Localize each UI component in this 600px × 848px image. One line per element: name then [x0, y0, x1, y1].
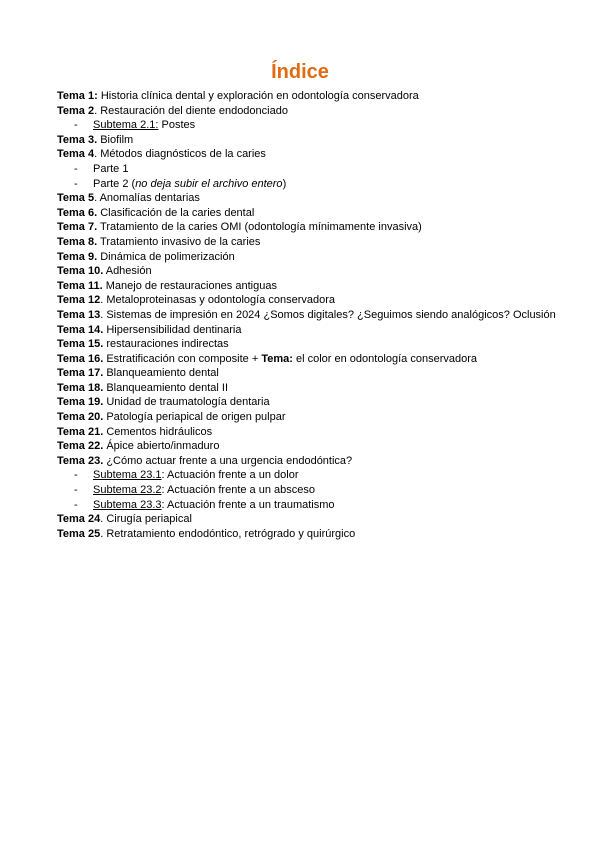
toc-entry-tema-21[interactable]: Tema 21. Cementos hidráulicos [57, 425, 213, 438]
page-title: Índice [271, 61, 329, 83]
toc-entry-tema-2[interactable]: Tema 2. Restauración del diente endodonciado [57, 104, 288, 117]
toc-subentry-23-3[interactable]: - Subtema 23.3: Actuación frente a un traumatismo [74, 498, 335, 511]
toc-entry-tema-19[interactable]: Tema 19. Unidad de traumatología dentaria [57, 396, 270, 409]
toc-entry-tema-3[interactable]: Tema 3. Biofilm [57, 133, 134, 146]
subtema-link[interactable]: Subtema 23.3 [93, 498, 162, 511]
toc-entry-tema-22[interactable]: Tema 22. Ápice abierto/inmaduro [57, 440, 220, 453]
toc-entry-tema-8[interactable]: Tema 8. Tratamiento invasivo de la caries [57, 235, 261, 248]
subtema-link[interactable]: Subtema 2.1: [93, 119, 159, 132]
subtema-link[interactable]: Subtema 23.1 [93, 469, 162, 482]
toc-entry-tema-13[interactable]: Tema 13. Sistemas de impresión en 2024 ¿Somos digitales? ¿Seguimos siendo analógicos? Oclusión [57, 308, 556, 321]
toc-subentry-23-2[interactable]: - Subtema 23.2: Actuación frente a un absceso [74, 484, 315, 497]
subtema-link[interactable]: Subtema 23.2 [93, 484, 162, 497]
toc-subentry-parte-1[interactable]: - Parte 1 [74, 162, 129, 175]
toc-subentry-parte-2[interactable]: - Parte 2 (no deja subir el archivo entero) [74, 177, 287, 190]
toc-entry-tema-4[interactable]: Tema 4. Métodos diagnósticos de la caries [57, 148, 266, 161]
table-of-contents [57, 89, 557, 541]
toc-entry-tema-12[interactable]: Tema 12. Metaloproteinasas y odontología conservadora [57, 294, 336, 307]
toc-subentry-2-1[interactable]: - Subtema 2.1: Postes [74, 119, 196, 132]
toc-entry-tema-23[interactable]: Tema 23. ¿Cómo actuar frente a una urgencia endodóntica? [57, 454, 353, 467]
toc-entry-tema-7[interactable]: Tema 7. Tratamiento de la caries OMI (odontología mínimamente invasiva) [57, 221, 422, 234]
toc-entry-tema-17[interactable]: Tema 17. Blanqueamiento dental [57, 367, 219, 380]
toc-entry-tema-16[interactable]: Tema 16. Estratificación con composite + Tema: el color en odontología conservadora [57, 352, 477, 365]
toc-entry-tema-6[interactable]: Tema 6. Clasificación de la caries dental [57, 206, 255, 219]
toc-entry-tema-20[interactable]: Tema 20. Patología periapical de origen pulpar [57, 411, 286, 424]
toc-entry-tema-5[interactable]: Tema 5. Anomalías dentarias [57, 192, 200, 205]
toc-entry-tema-24[interactable]: Tema 24. Cirugía periapical [57, 513, 192, 526]
toc-entry-tema-10[interactable]: Tema 10. Adhesión [57, 265, 152, 278]
toc-entry-tema-11[interactable]: Tema 11. Manejo de restauraciones antiguas [57, 279, 277, 292]
toc-entry-tema-18[interactable]: Tema 18. Blanqueamiento dental II [57, 381, 229, 394]
toc-entry-tema-25[interactable]: Tema 25. Retratamiento endodóntico, retrógrado y quirúrgico [57, 527, 356, 540]
toc-subentry-23-1[interactable]: - Subtema 23.1: Actuación frente a un dolor [74, 469, 299, 482]
toc-entry-tema-14[interactable]: Tema 14. Hipersensibilidad dentinaria [57, 323, 242, 336]
toc-entry-tema-9[interactable]: Tema 9. Dinámica de polimerización [57, 250, 235, 263]
toc-entry-tema-15[interactable]: Tema 15. restauraciones indirectas [57, 338, 229, 351]
toc-entry-tema-1[interactable]: Tema 1: Historia clínica dental y exploración en odontología conservadora [57, 90, 419, 102]
